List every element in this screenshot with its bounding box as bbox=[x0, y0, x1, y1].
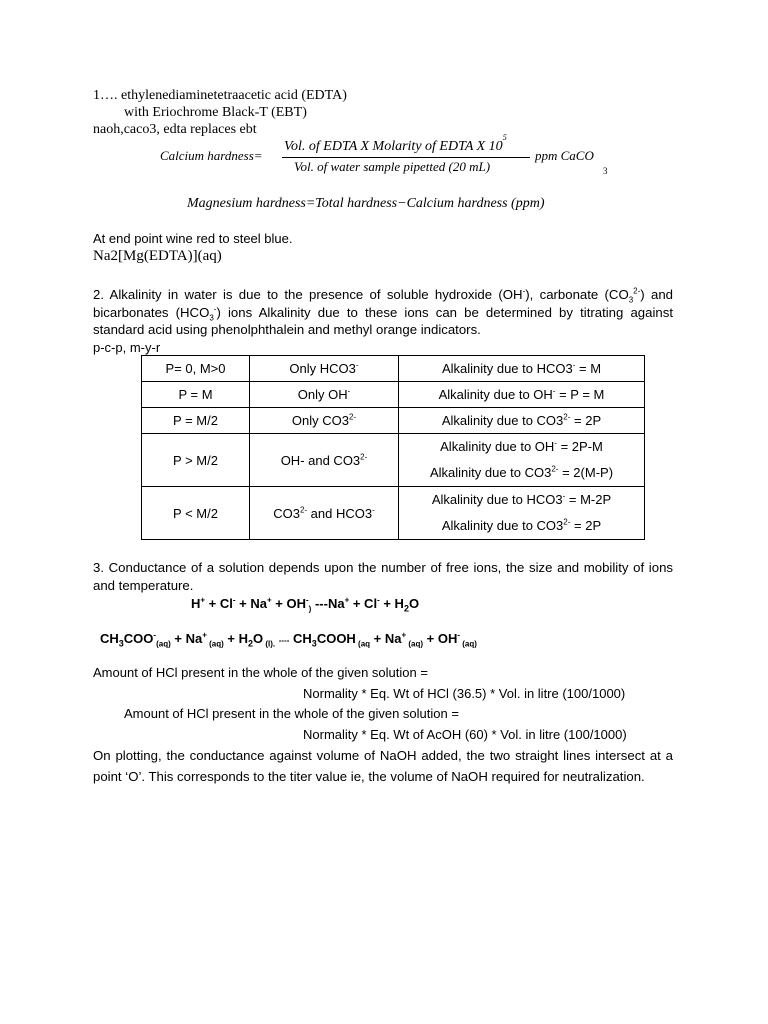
neutralization-equation: $H^+ + Cl^- + Na^+ + OH^-_)$ $---Na^+ + Cl^- + H_2O$ bbox=[191, 595, 420, 614]
table-cell: P = M bbox=[142, 382, 250, 408]
hydrolysis-equation: $CH_3COO^-_{(aq)} + Na^+$ $_{(aq)} + H_2O$ $_{(l).}$ ---- $CH_3COOH$ $_{(aq}$ + Na+ $_{(aq)}$ + OH- $_{(aq)}$ bbox=[100, 630, 477, 649]
table-cell: Only HCO3- bbox=[250, 356, 399, 382]
table-row bbox=[142, 434, 645, 487]
fraction-line bbox=[282, 157, 530, 158]
section1-line1: 1…. ethylenediaminetetraacetic acid (EDTA) bbox=[93, 88, 347, 103]
table-cell: P > M/2 bbox=[142, 434, 250, 487]
mnemonic: p-c-p, m-y-r bbox=[93, 340, 161, 355]
table-cell: OH- and $CO3^{2-}$ bbox=[250, 434, 399, 487]
table-cell: $CO3^{2-}$ and HCO3- bbox=[250, 487, 399, 540]
acoh-amount-label: Amount of HCl present in the whole of the given solution = bbox=[124, 706, 459, 721]
table-row bbox=[142, 382, 645, 408]
table-cell: P = M/2 bbox=[142, 408, 250, 434]
hcl-amount-label: Amount of HCl present in the whole of the given solution = bbox=[93, 665, 428, 680]
acoh-amount-formula: Normality * Eq. Wt of AcOH (60) * Vol. in litre (100/1000) bbox=[303, 727, 627, 742]
table-cell: P < M/2 bbox=[142, 487, 250, 540]
table-row bbox=[142, 356, 645, 382]
ca-lhs: Calcium hardness= bbox=[160, 148, 263, 163]
plotting-paragraph: On plotting, the conductance against volume of NaOH added, the two straight lines intersect at a point ‘O’. This corresponds to the titer value ie, the volume of NaOH required for neutralization. bbox=[93, 748, 673, 784]
table-row bbox=[142, 408, 645, 434]
table-row bbox=[142, 487, 645, 540]
table-cell: Alkalinity due to OH- = 2P-M Alkalinity due to $CO3^{2-} = 2(M-P)$ bbox=[399, 434, 645, 487]
table-cell: Alkalinity due to $CO3^{2-} = 2P$ bbox=[399, 408, 645, 434]
alkalinity-paragraph: 2. Alkalinity in water is due to the presence of soluble hydroxide (OH-), carbonate $(CO_3^{2-})$ and bicarbonates $(HCO_3^-)$ ions Alkalinity due to these ions can be determined by titrating against standard acid using phenolphthalein and methyl orange indicators. bbox=[93, 286, 673, 337]
table-cell: P= 0, M>0 bbox=[142, 356, 250, 382]
complex-formula: Na2[Mg(EDTA)](aq) bbox=[93, 248, 222, 264]
table-cell: Only $CO3^{2-}$ bbox=[250, 408, 399, 434]
magnesium-hardness-formula: Magnesium hardness=Total hardness−Calcium hardness (ppm) bbox=[187, 196, 545, 211]
conductance-paragraph: 3. Conductance of a solution depends upon the number of free ions, the size and mobility of ions and temperature. bbox=[93, 560, 673, 593]
endpoint-text: At end point wine red to steel blue. bbox=[93, 231, 293, 246]
ca-rhs-subscript: 3 bbox=[603, 166, 608, 176]
table-cell: Alkalinity due to OH- = P = M bbox=[399, 382, 645, 408]
section1-line2: with Eriochrome Black-T (EBT) bbox=[124, 105, 307, 120]
ca-numerator: Vol. of EDTA X Molarity of EDTA X $10^5$ bbox=[284, 133, 507, 154]
table-cell: Only OH- bbox=[250, 382, 399, 408]
alkalinity-table bbox=[141, 355, 645, 540]
ca-rhs: ppm CaCO bbox=[535, 148, 594, 163]
section1-line3: naoh,caco3, edta replaces ebt bbox=[93, 122, 257, 137]
table-cell: Alkalinity due to HCO3- = M bbox=[399, 356, 645, 382]
ca-denominator: Vol. of water sample pipetted (20 mL) bbox=[294, 159, 491, 174]
table-cell: Alkalinity due to HCO3- = M-2P Alkalinity due to $CO3^{2-} = 2P$ bbox=[399, 487, 645, 540]
hcl-amount-formula: Normality * Eq. Wt of HCl (36.5) * Vol. in litre (100/1000) bbox=[303, 686, 626, 701]
